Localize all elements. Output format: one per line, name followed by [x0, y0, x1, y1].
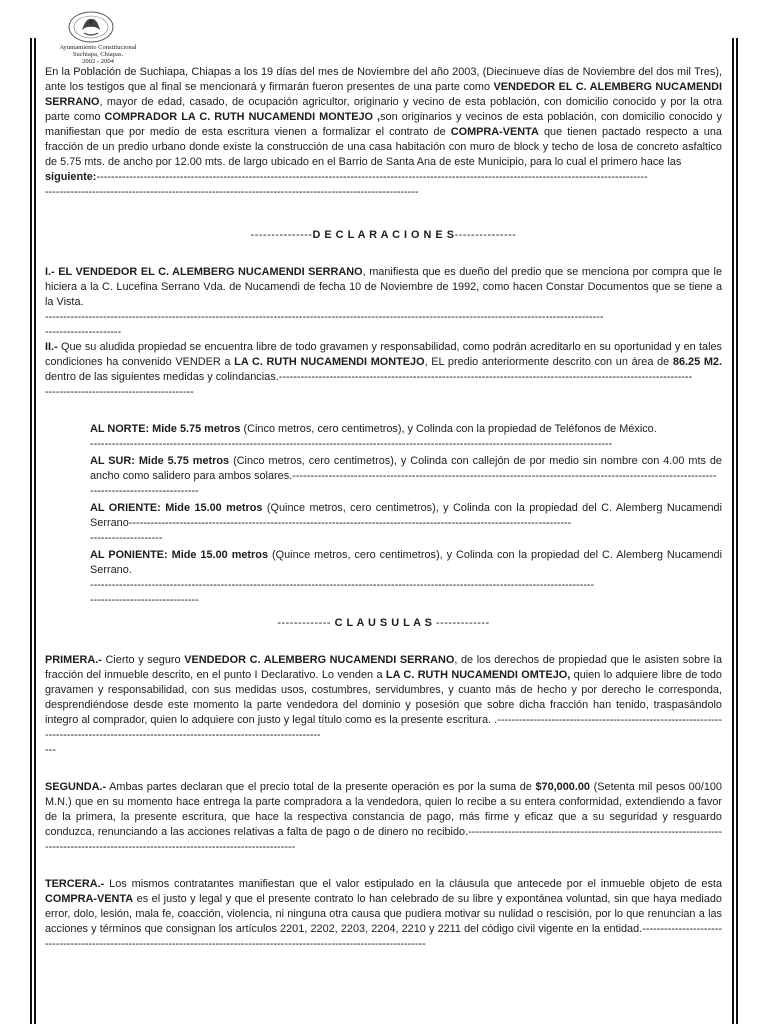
decl-heading-left: --------------- [250, 229, 313, 241]
tercera-dash-1: ------------------------------------------------------------------------------------------------------------------------------- [45, 923, 722, 950]
tercera-label: TERCERA.- [45, 878, 105, 890]
claus-heading-word: C L A U S U L A S [334, 617, 433, 629]
seal-line-2: Suchiapa, Chiapas. [72, 51, 124, 59]
intro-vendor: VENDEDOR EL C. ALEMBERG NUCAMENDI SERRANO [45, 81, 722, 108]
intro-paragraph [45, 65, 722, 170]
declaration-ii [45, 340, 722, 385]
decl-ii-area: 86.25 M2. [672, 356, 723, 368]
seal-line-1: Ayuntamiento Constitucional [59, 44, 137, 51]
decl-ii-text-1: Que su aludida propiedad se encuentra libre de todo gravamen y responsabilidad, como podrán acreditarlo en su oportunidad y en tales condiciones ha convenido VENDER a [45, 341, 722, 368]
segunda-dash-1: ------------------------------------------------------------------------------------------------------------------------------------------- [45, 826, 722, 853]
boundary-west [90, 548, 722, 578]
right-border-rule-2 [736, 38, 738, 1024]
seal-caption [46, 44, 150, 66]
primera-text-1: Cierto y seguro [101, 654, 185, 666]
left-border-rule-1 [30, 38, 32, 1024]
declaration-i [45, 265, 722, 310]
primera-vendor: VENDEDOR C. ALEMBERG NUCAMENDI SERRANO [184, 654, 455, 666]
intro-dash-1: -------------------------------------------------------------------------------------------------------------------------------------------------------- [96, 171, 648, 183]
clause-tercera [45, 877, 722, 952]
segunda-text-1: Ambas partes declaran que el precio total de la presente operación es por la suma de [106, 781, 536, 793]
decl-ii-dash-1: ------------------------------------------------------------------------------------------------------------------ [278, 371, 693, 383]
north-dash: ------------------------------------------------------------------------------------------------------------------------------------------------ [90, 438, 613, 450]
south-text: (Cinco metros, cero centimetros), y Colinda con callejón de por medio sin nombre con 4.00 mts de ancho como salidero para ambos solares. [90, 455, 722, 482]
boundary-south [90, 454, 722, 484]
decl-ii-text-2: , EL predio anteriormente descrito con un área de [424, 356, 673, 368]
declaraciones-heading [45, 228, 722, 243]
contract-document [45, 65, 722, 952]
south-dash-1: --------------------------------------------------------------------------------------------------------------------- [292, 470, 717, 482]
boundary-east [90, 501, 722, 531]
boundary-north [90, 422, 722, 437]
intro-text-1: En la Población de Suchiapa, Chiapas a los 19 días del mes de Noviembre del año 2003, (Diecinueve días de Noviembre del dos mil Tres), ante los testigos que al final se mencionará y firmarán fueron presentes de una parte como [45, 66, 722, 93]
decl-ii-dash-2: ----------------------------------------- [45, 386, 194, 398]
coat-of-arms-seal [64, 10, 118, 44]
decl-ii-number: II.- [45, 341, 58, 353]
west-dash-1: ------------------------------------------------------------------------------------------------------------------------------------------- [90, 579, 595, 591]
intro-siguiente: siguiente: [45, 171, 97, 183]
decl-i-dash-1: ---------------------------------------------------------------------------------------------------------------------------------------------------------- [45, 311, 604, 323]
claus-heading-right: ------------- [435, 617, 490, 629]
tercera-text-1: Los mismos contratantes manifiestan que el valor estipulado en la cláusula que antecede por el inmueble objeto de esta [104, 878, 722, 890]
intro-dash-2: ------------------------------------------------------------------------------------------------------- [45, 186, 419, 198]
primera-dash-2: --- [45, 744, 56, 756]
segunda-text-2: (Setenta mil pesos 00/100 M.N.) que en su momento hace entrega la parte compradora a la vendedora, quien lo recibe a su entera conformidad, extendiendo a favor de la primera, la presente escritura, que hace la respectiva constancia de pago, más firme y eficaz que a su seguridad y resguardo conduzca, renunciando a las acciones relativas a falta de pago o de dinero no recibido. [45, 781, 722, 838]
decl-heading-word: D E C L A R A C I O N E S [312, 229, 455, 241]
decl-i-text: , manifiesta que es dueño del predio que se menciona por compra que le hiciera a la C. Lucefina Serrano Vda. de Nucamendi de fecha 10 de Noviembre de 1992, como hacen Constar Documentos que se tiene a la Vista. [45, 266, 722, 308]
north-label: AL NORTE: Mide 5.75 metros [90, 423, 241, 435]
east-dash-1: -------------------------------------------------------------------------------------------------------------------------- [128, 517, 572, 529]
west-text: (Quince metros, cero centimetros), y Colinda con la propiedad del C. Alemberg Nucamendi Serrano. [90, 549, 722, 576]
tercera-text-2: es el justo y legal y que el presente contrato lo han celebrado de su libre y expontánea voluntad, sin que haya mediado error, dolo, lesión, mala fe, coacción, violencia, ni ninguna otra causa que pudiera motivar su nulidad o rescisión, por lo que renuncian a las acciones y términos que consignan los artículos 2201, 2202, 2203, 2204, 2210 y 2211 del código civil vigente en la entidad. [45, 893, 722, 935]
north-text: (Cinco metros, cero centimetros), y Colinda con la propiedad de Teléfonos de México. [240, 423, 657, 435]
intro-text-3: son originarios y vecinos de esta población, con domicilio conocido y manifiestan que por medio de esta escritura vienen a formalizar el contrato de [45, 111, 723, 138]
intro-contract-type: COMPRA-VENTA [450, 126, 539, 138]
clausulas-heading [45, 616, 722, 631]
primera-label: PRIMERA.- [45, 654, 102, 666]
primera-dash-1: ------------------------------------------------------------------------------------------------------------------------------------------ [45, 714, 722, 741]
decl-i-dash-2: --------------------- [45, 326, 122, 338]
primera-text-2: , de los derechos de propiedad que le asisten sobre la fracción del inmueble descrito, en el punto I Declarativo. Lo venden a [45, 654, 722, 681]
right-border-rule-1 [732, 38, 734, 1024]
decl-i-vendor: I.- EL VENDEDOR EL C. ALEMBERG NUCAMENDI SERRANO [45, 266, 363, 278]
south-dash-2: ------------------------------ [90, 485, 199, 497]
intro-buyer: COMPRADOR LA C. RUTH NUCAMENDI MONTEJO , [104, 111, 381, 123]
west-dash-2: ------------------------------ [90, 594, 199, 606]
primera-buyer: LA C. RUTH NUCAMENDI OMTEJO, [385, 669, 571, 681]
east-label: AL ORIENTE: Mide 15.00 metros [90, 502, 263, 514]
segunda-label: SEGUNDA.- [45, 781, 107, 793]
intro-text-4: que tienen pactado respecto a una fracción de un predio urbano donde existe la construcción de una casa habitación con muro de block y techo de losa de concreto asfaltico de 5.75 mts. de ancho por 12.00 mts. de largo ubicado en el Barrio de Santa Ana de este Municipio, para lo cual el primero hace las [45, 126, 722, 168]
east-dash-2: -------------------- [90, 532, 163, 544]
seal-line-3: 2002 - 2004 [82, 58, 114, 66]
claus-heading-left: ------------- [277, 617, 332, 629]
decl-heading-right: --------------- [454, 229, 517, 241]
intro-closing [45, 170, 722, 185]
clause-primera [45, 653, 722, 743]
intro-text-2: , mayor de edad, casado, de ocupación agricultor, originario y vecino de esta población, con domicilio conocido y por la otra parte como [45, 96, 722, 123]
boundaries-list [90, 422, 722, 608]
clause-segunda [45, 780, 722, 855]
west-label: AL PONIENTE: Mide 15.00 metros [90, 549, 269, 561]
south-label: AL SUR: Mide 5.75 metros [90, 455, 230, 467]
decl-ii-text-3: dentro de las siguientes medidas y colindancias. [45, 371, 279, 383]
tercera-contract-type: COMPRA-VENTA [45, 893, 134, 905]
left-border-rule-2 [34, 38, 36, 1024]
primera-text-3: quien lo adquiere libre de todo gravamen y responsabilidad, con sus medidas usos, costumbres, servidumbres, y cuanto más de hecho y por derecho le corresponda, desprendiéndose desde este momento la parte vendedora del dominio y posesión que sobre dicha fracción han tenido, traspasándolo integro al comprador, quien lo adquiere con justo y legal título como es la presente escritura. . [45, 669, 722, 726]
decl-ii-buyer: LA C. RUTH NUCAMENDI MONTEJO [234, 356, 425, 368]
east-text: (Quince metros, cero centimetros), y Colinda con la propiedad del C. Alemberg Nucamendi Serrano [90, 502, 722, 529]
segunda-amount: $70,000.00 [535, 781, 590, 793]
